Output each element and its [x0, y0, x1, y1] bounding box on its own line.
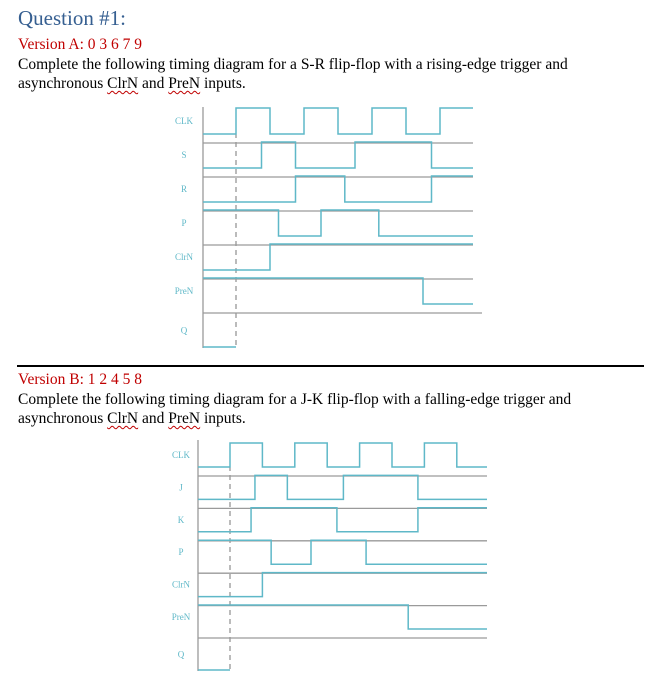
- signal-label-clk: CLK: [172, 450, 190, 460]
- text: asynchronous: [18, 75, 108, 92]
- signal-label-pren: PreN: [174, 286, 194, 296]
- version-a-heading: Version A: 0 3 6 7 9: [18, 36, 142, 53]
- waveform-p: [198, 540, 487, 564]
- signal-label-s: S: [181, 150, 187, 160]
- text: and: [138, 75, 169, 92]
- text: inputs.: [200, 410, 246, 427]
- version-b-timing-diagram: [172, 440, 487, 671]
- waveform-clk: [203, 108, 473, 134]
- version-b-heading: Version B: 1 2 4 5 8: [18, 371, 142, 388]
- signal-label-k: K: [177, 514, 185, 525]
- version-b-instructions-line1: Complete the following timing diagram for a J-K flip-flop with a falling-edge trigger and: [18, 391, 572, 408]
- signal-label-q: Q: [180, 325, 188, 336]
- clrn-term: ClrN: [107, 410, 139, 427]
- signal-label-r: R: [180, 184, 188, 194]
- waveform-s: [203, 142, 473, 168]
- waveform-clrn: [203, 244, 473, 270]
- text: inputs.: [200, 75, 246, 92]
- signal-label-pren: PreN: [171, 612, 191, 622]
- waveform-clrn: [198, 573, 487, 597]
- pren-term: PreN: [168, 75, 201, 92]
- text: asynchronous: [18, 410, 108, 427]
- signal-label-clrn: ClrN: [172, 579, 190, 590]
- question-title: Question #1:: [18, 6, 126, 30]
- waveform-r: [203, 176, 473, 202]
- signal-label-clrn: ClrN: [175, 252, 193, 262]
- pren-term: PreN: [168, 410, 201, 427]
- signal-label-clk: CLK: [175, 116, 193, 126]
- clrn-term: ClrN: [107, 75, 139, 92]
- signal-label-p: P: [181, 218, 187, 228]
- waveform-k: [198, 508, 487, 532]
- waveform-pren: [198, 605, 487, 629]
- version-a-timing-diagram: [175, 107, 482, 348]
- text: and: [138, 410, 169, 427]
- signal-label-q: Q: [177, 649, 185, 660]
- version-a-instructions-line1: Complete the following timing diagram for a S-R flip-flop with a rising-edge trigger and: [18, 56, 568, 73]
- waveform-j: [198, 475, 487, 499]
- waveform-pren: [203, 278, 473, 304]
- signal-label-j: J: [179, 482, 183, 493]
- waveform-clk: [198, 443, 487, 467]
- signal-label-p: P: [178, 547, 184, 558]
- waveform-p: [203, 210, 473, 236]
